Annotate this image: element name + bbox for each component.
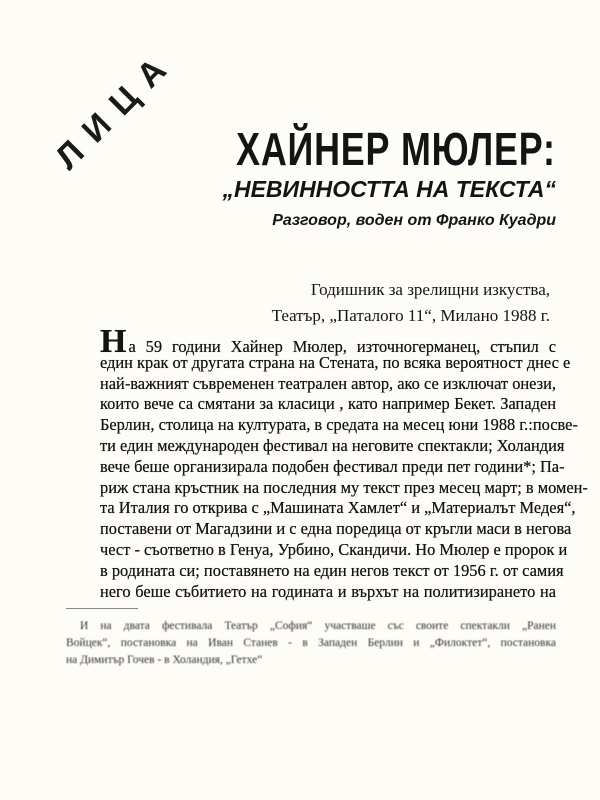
body-line — [100, 323, 556, 360]
body-line: поставени от Магадзини и с една поредица от кръгли маси в негова — [100, 519, 572, 539]
body-line: ти един международен фестивал на неговите спектакли; Холандия — [100, 435, 565, 455]
drop-cap: Н — [100, 323, 127, 360]
body-line: вече беше организирала подобен фестивал преди пет години*; Па- — [100, 456, 565, 476]
body-line-text: а 59 години Хайнер Мюлер, източногерманец, стъпил с — [128, 337, 556, 356]
article-body — [100, 323, 588, 602]
body-line: риж стана кръстник на последния му текст през месец март; в момен- — [100, 477, 588, 497]
body-line: в родината си; поставянето на един негов текст от 1956 г. от самия — [100, 560, 564, 580]
footnote-line: И на двата фестивала Театър „София“ участваше със своите спектакли „Ранен — [80, 620, 556, 632]
footnote-line: Войцек“, постановка на Иван Станев - в Западен Берлин и „Филоктет“, постановка — [66, 637, 556, 649]
article-subtitle: „НЕВИННОСТТА НА ТЕКСТА“ — [222, 176, 556, 202]
body-line: него беше събитието на годината и върхът на политизирането на — [100, 581, 556, 601]
section-label: ЛИЦА — [48, 41, 184, 177]
body-line: чест - съответно в Генуа, Урбино, Скандичи. Но Мюлер е пророк и — [100, 539, 568, 559]
source-line-2: Театър, „Паталого 11“, Милано 1988 г. — [271, 306, 550, 325]
body-line: Берлин, столица на културата, в средата на месец юни 1988 г.:посве- — [100, 415, 578, 435]
article-byline: Разговор, воден от Франко Куадри — [272, 212, 556, 229]
body-line: най-важният съвременен театрален автор, ако се изключат онези, — [100, 373, 556, 393]
article-title: ХАЙНЕР МЮЛЕР: — [236, 123, 556, 175]
body-line: един крак от другата страна на Стената, по всяка вероятност днес е — [100, 352, 571, 372]
body-line: та Италия го открива с „Машината Хамлет“ и „Материалът Медея“, — [100, 498, 576, 518]
footnote-line: на Димитър Гочев - в Холандия, „Гетхе“ — [66, 654, 263, 666]
body-line: които вече са смятани за класици , като например Бекет. Западен — [100, 394, 556, 414]
source-line-1: Годишник за зрелищни изкуства, — [310, 280, 550, 299]
footnote-divider — [66, 608, 138, 609]
footnote — [66, 618, 556, 669]
